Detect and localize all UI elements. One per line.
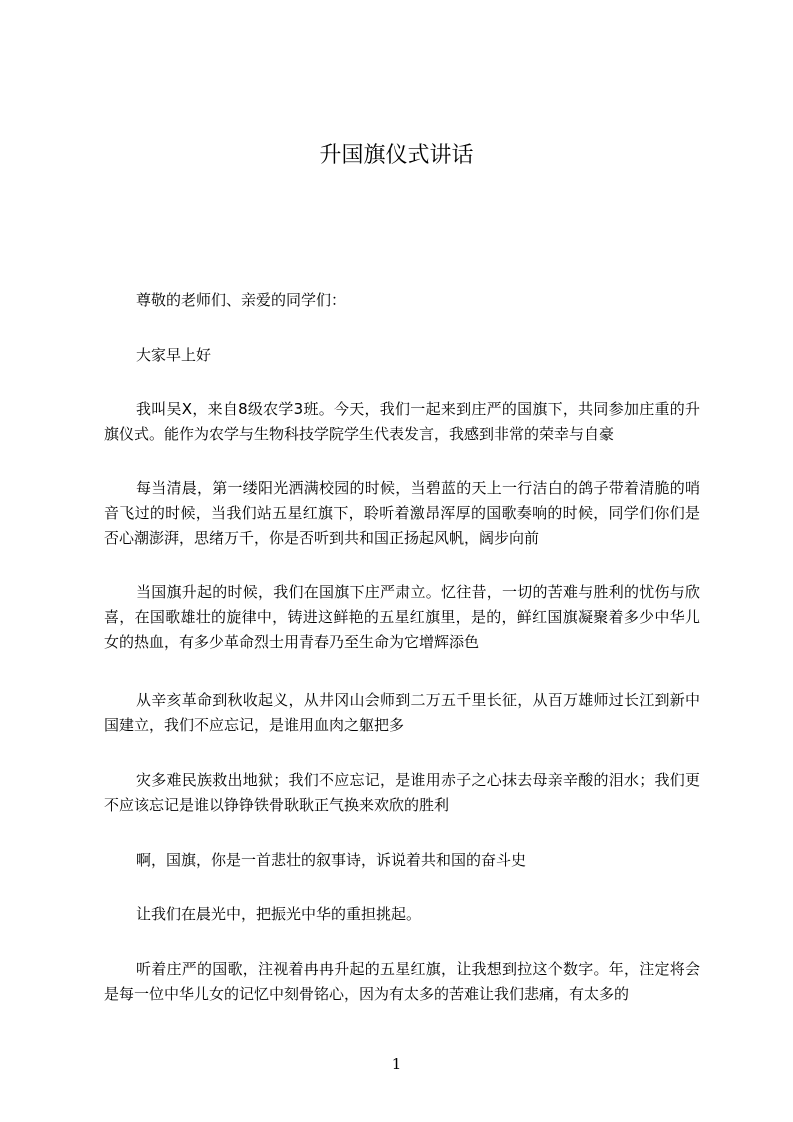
document-title: 升国旗仪式讲话 bbox=[319, 143, 474, 168]
paragraph-remembrance: 灾多难民族救出地狱；我们不应忘记，是谁用赤子之心抹去母亲辛酸的泪水；我们更不应该忘记是谁以铮铮铁骨耿耿正气换来欢欣的胜利 bbox=[104, 771, 700, 814]
paragraph-flag-rising: 当国旗升起的时候，我们在国旗下庄严肃立。忆往昔，一切的苦难与胜利的忧伤与欣喜，在国歌雄壮的旋律中，铸进这鲜艳的五星红旗里，是的，鲜红国旗凝聚着多少中华儿女的热血，有多少革命烈士用青春乃至生命为它增辉添色 bbox=[104, 583, 700, 651]
paragraph-self-introduction: 我叫吴X，来自8级农学3班。今天，我们一起来到庄严的国旗下，共同参加庄重的升旗仪式。能作为农学与生物科技学院学生代表发言，我感到非常的荣幸与自豪 bbox=[104, 400, 700, 443]
paragraph-good-morning: 大家早上好 bbox=[136, 346, 212, 364]
paragraph-national-anthem: 听着庄严的国歌，注视着冉冉升起的五星红旗，让我想到拉这个数字。年，注定将会是每一位中华儿女的记忆中刻骨铭心，因为有太多的苦难让我们悲痛，有太多的 bbox=[104, 960, 700, 1003]
paragraph-ode-to-flag: 啊，国旗，你是一首悲壮的叙事诗，诉说着共和国的奋斗史 bbox=[136, 851, 527, 869]
paragraph-history: 从辛亥革命到秋收起义，从井冈山会师到二万五千里长征，从百万雄师过长江到新中国建立，我们不应忘记，是谁用血肉之躯把多 bbox=[104, 691, 700, 734]
paragraph-greeting: 尊敬的老师们、亲爱的同学们： bbox=[136, 291, 347, 309]
paragraph-morning-light: 让我们在晨光中，把振光中华的重担挑起。 bbox=[136, 905, 422, 923]
page-number: 1 bbox=[391, 1055, 402, 1073]
paragraph-morning-scene: 每当清晨，第一缕阳光洒满校园的时候，当碧蓝的天上一行洁白的鸽子带着清脆的哨音飞过的时候，当我们站五星红旗下，聆听着激昂浑厚的国歌奏响的时候，同学们你们是否心潮澎湃，思绪万千，你是否听到共和国正扬起风帆，阔步向前 bbox=[104, 479, 700, 547]
